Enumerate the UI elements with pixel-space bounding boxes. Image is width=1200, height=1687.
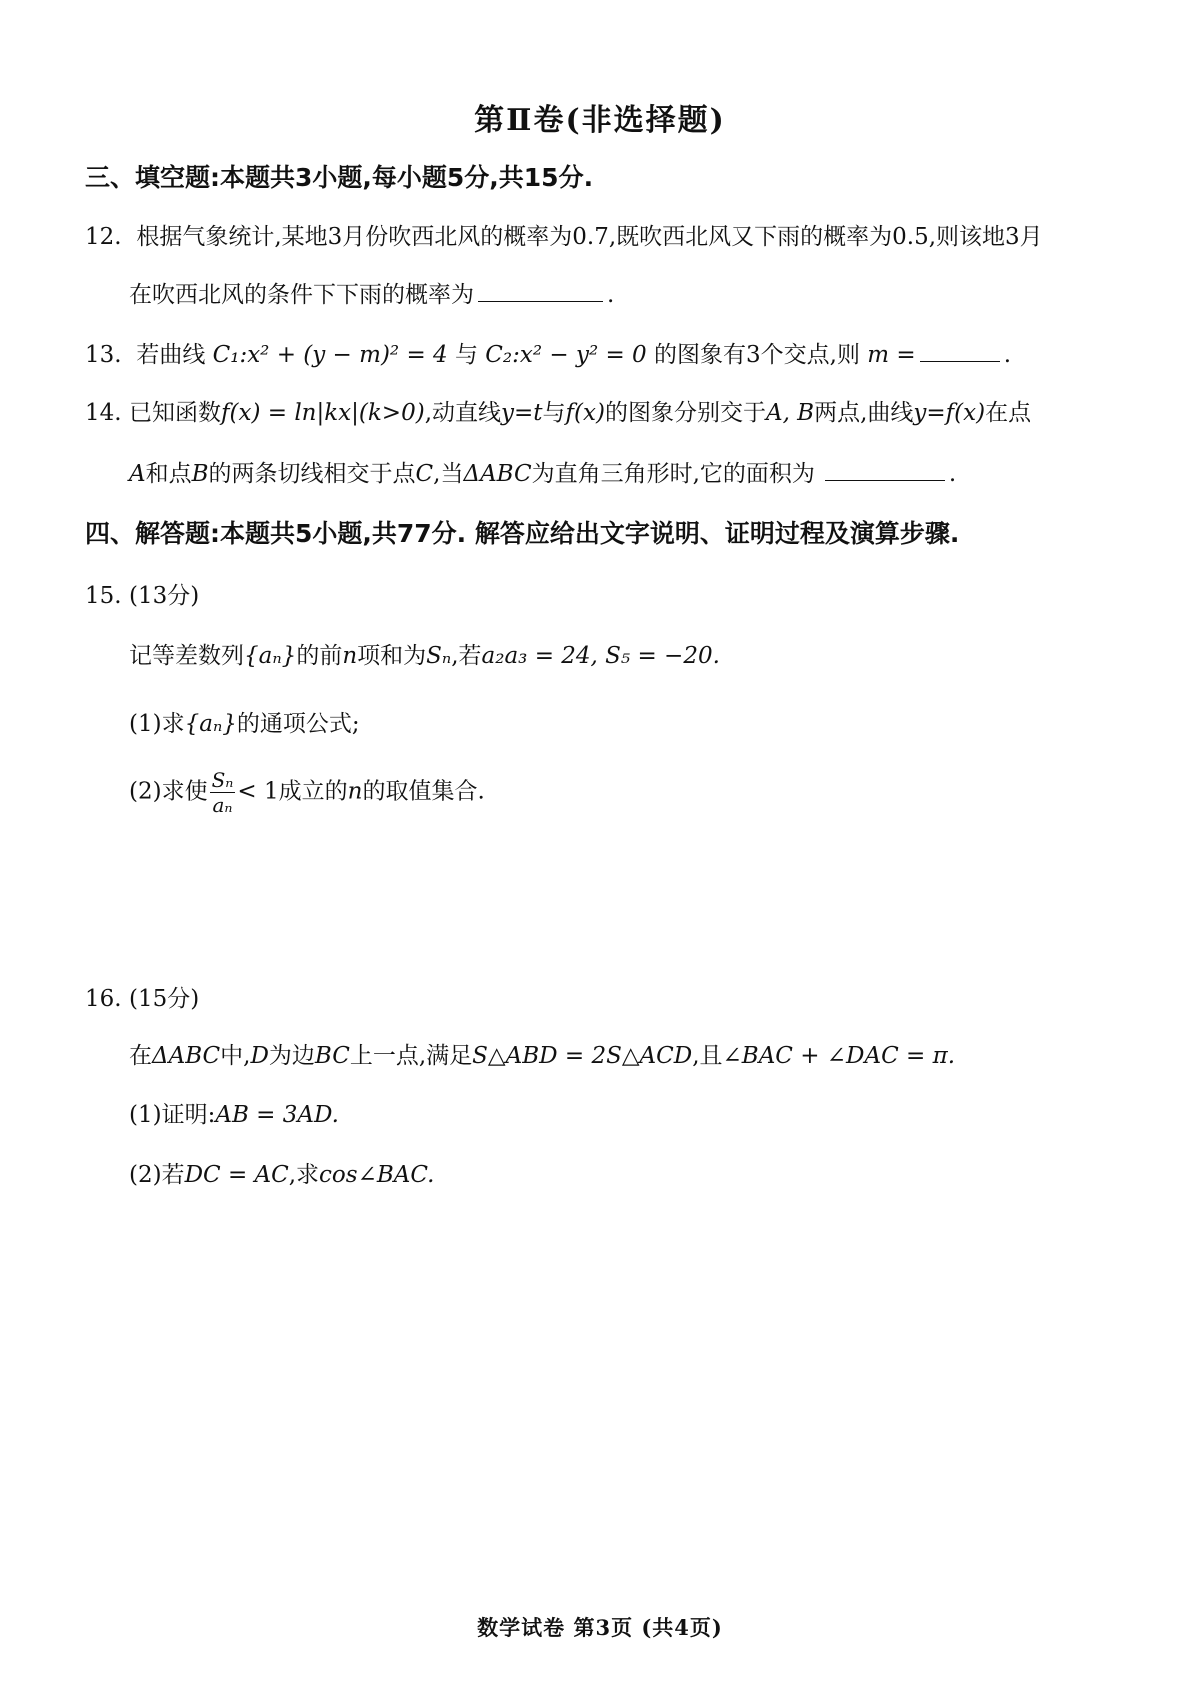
- question-15-score: (13分): [129, 583, 200, 609]
- question-16-score: (15分): [129, 986, 200, 1012]
- question-14-line-1: 14. 已知函数f(x) = ln|kx|(k>0),动直线y=t与f(x)的图象分别交于A, B两点,曲线y=f(x)在点: [85, 400, 1032, 426]
- question-14-number: 14.: [85, 400, 122, 426]
- question-15-part-2: (2)求使 $\frac{\text{Sₙ}}{\text{aₙ}}$ < 1成立的n的取值集合.: [129, 768, 485, 817]
- question-12-text-2: 在吹西北风的条件下下雨的概率为: [129, 282, 474, 308]
- question-16-header: [85, 980, 199, 1013]
- question-14-line-2: A和点B的两条切线相交于点C,当ΔABC为直角三角形时,它的面积为 .: [129, 461, 957, 487]
- question-15-stem: 记等差数列{aₙ}的前n项和为Sₙ,若a₂a₃ = 24, S₅ = −20.: [129, 643, 720, 669]
- answer-blank-13: [920, 360, 1000, 362]
- curve-c1: C₁:x² + (y − m)² = 4: [212, 342, 448, 368]
- fraction-sn-over-an: $\frac{\text{Sₙ}}{\text{aₙ}}$: [211, 768, 234, 817]
- question-12-number: 12.: [85, 224, 122, 250]
- page-footer: 数学试卷 第3页 (共4页): [477, 1615, 723, 1640]
- question-15-number: 15.: [85, 583, 122, 609]
- question-13-number: 13.: [85, 342, 122, 368]
- answer-blank-12: [478, 300, 603, 302]
- question-15-header: [85, 577, 199, 610]
- question-16-stem: 在ΔABC中,D为边BC上一点,满足S△ABD = 2S△ACD,且∠BAC + ∠DAC = π.: [129, 1043, 956, 1069]
- answer-blank-14: [825, 479, 945, 481]
- question-12-line-1: [85, 218, 1043, 251]
- question-16-part-1: (1)证明:AB = 3AD.: [129, 1102, 339, 1128]
- question-16-part-2: (2)若DC = AC,求cos∠BAC.: [129, 1162, 435, 1188]
- question-12-text-1: 根据气象统计,某地3月份吹西北风的概率为0.7,既吹西北风又下雨的概率为0.5,则该地3月: [136, 224, 1043, 250]
- question-15-part-1: (1)求{aₙ}的通项公式;: [129, 711, 360, 737]
- question-13: 13. 若曲线 C₁:x² + (y − m)² = 4 与 C₂:x² − y² = 0 的图象有3个交点,则 m = .: [85, 342, 1011, 368]
- question-16-number: 16.: [85, 986, 122, 1012]
- page-title: 第Ⅱ卷(非选择题): [474, 103, 726, 138]
- section-3-heading: 三、填空题:本题共3小题,每小题5分,共15分.: [85, 163, 594, 192]
- section-4-heading: 四、解答题:本题共5小题,共77分. 解答应给出文字说明、证明过程及演算步骤.: [85, 519, 960, 548]
- curve-c2: C₂:x² − y² = 0: [485, 342, 647, 368]
- question-12-line-2: 在吹西北风的条件下下雨的概率为 .: [129, 282, 615, 308]
